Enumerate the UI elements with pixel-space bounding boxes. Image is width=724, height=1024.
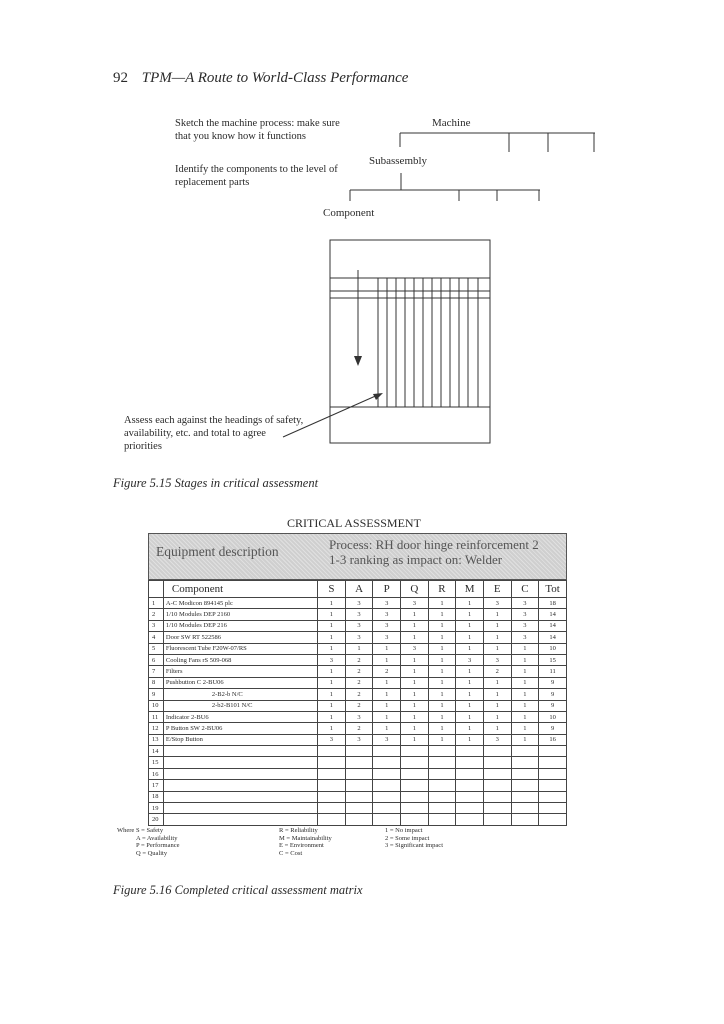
column-header: S — [318, 581, 346, 598]
score-cell — [373, 791, 401, 802]
legend-item: 2 = Some impact — [385, 834, 430, 842]
table-row — [149, 814, 567, 825]
score-cell: 3 — [345, 598, 373, 609]
score-cell: 1 — [456, 609, 484, 620]
score-cell: 1 — [318, 620, 346, 631]
score-cell: 1 — [456, 734, 484, 745]
score-cell: 11 — [539, 666, 567, 677]
row-number: 17 — [149, 780, 164, 791]
legend-item: Where S = Safety — [117, 827, 164, 834]
score-cell: 1 — [373, 654, 401, 665]
legend-item: E = Environment — [279, 842, 324, 849]
table-row — [149, 711, 567, 722]
score-cell: 1 — [401, 666, 429, 677]
score-cell: 1 — [428, 643, 456, 654]
score-cell: 1 — [318, 689, 346, 700]
score-cell — [511, 768, 539, 779]
score-cell: 3 — [401, 643, 429, 654]
score-cell — [318, 746, 346, 757]
score-cell — [483, 780, 511, 791]
score-cell: 1 — [428, 666, 456, 677]
legend-column-2 — [279, 827, 332, 857]
score-cell — [511, 791, 539, 802]
column-header: Component — [163, 581, 317, 598]
score-cell: 1 — [373, 677, 401, 688]
score-cell: 3 — [456, 654, 484, 665]
score-cell: 1 — [428, 700, 456, 711]
page-number: 92 — [113, 70, 128, 86]
score-cell: 1 — [456, 666, 484, 677]
legend-item: R = Reliability — [279, 827, 318, 834]
score-cell: 1 — [401, 689, 429, 700]
score-cell: 1 — [483, 723, 511, 734]
score-cell: 3 — [345, 620, 373, 631]
score-cell — [428, 780, 456, 791]
score-cell: 1 — [428, 677, 456, 688]
score-cell: 3 — [483, 598, 511, 609]
score-cell — [456, 780, 484, 791]
figure-5-16-caption: Figure 5.16 Completed critical assessment matrix — [113, 883, 363, 897]
score-cell — [483, 757, 511, 768]
score-cell: 3 — [345, 609, 373, 620]
score-cell: 1 — [401, 677, 429, 688]
equipment-description-label: Equipment description — [156, 544, 279, 559]
score-cell — [428, 814, 456, 825]
component-name — [163, 814, 317, 825]
score-cell: 1 — [511, 700, 539, 711]
score-cell: 9 — [539, 723, 567, 734]
component-name: E/Stop Button — [163, 734, 317, 745]
score-cell — [401, 780, 429, 791]
score-cell: 1 — [456, 598, 484, 609]
score-cell — [539, 780, 567, 791]
score-cell: 1 — [428, 723, 456, 734]
score-cell: 3 — [373, 632, 401, 643]
table-row — [149, 609, 567, 620]
score-cell: 1 — [483, 620, 511, 631]
process-line: Process: RH door hinge reinforcement 2 — [329, 537, 539, 552]
score-cell: 1 — [483, 609, 511, 620]
score-cell: 1 — [456, 689, 484, 700]
score-cell: 1 — [483, 643, 511, 654]
component-name: Pushbutton C 2-BU06 — [163, 677, 317, 688]
score-cell — [428, 768, 456, 779]
column-header: E — [483, 581, 511, 598]
score-cell — [373, 746, 401, 757]
component-name — [163, 768, 317, 779]
score-cell: 3 — [373, 609, 401, 620]
table-row — [149, 666, 567, 677]
score-cell — [456, 746, 484, 757]
score-cell: 1 — [511, 666, 539, 677]
score-cell — [456, 791, 484, 802]
legend-item: A = Availability — [136, 834, 178, 842]
score-cell: 1 — [318, 723, 346, 734]
score-cell: 9 — [539, 700, 567, 711]
score-cell: 14 — [539, 620, 567, 631]
score-cell — [373, 803, 401, 814]
score-cell: 1 — [483, 711, 511, 722]
identify-instruction: Identify the components to the level of replacement parts — [175, 164, 338, 188]
score-cell: 1 — [428, 654, 456, 665]
score-cell — [373, 814, 401, 825]
score-cell: 3 — [511, 632, 539, 643]
score-cell — [401, 768, 429, 779]
score-cell: 1 — [373, 643, 401, 654]
score-cell — [428, 757, 456, 768]
component-name: Indicator 2-BU6 — [163, 711, 317, 722]
table-row — [149, 632, 567, 643]
ranking-line: 1-3 ranking as impact on: Welder — [329, 552, 503, 567]
score-cell: 16 — [539, 734, 567, 745]
legend-item: C = Cost — [279, 849, 303, 857]
score-cell: 1 — [456, 620, 484, 631]
score-cell: 3 — [511, 598, 539, 609]
table-row — [149, 803, 567, 814]
score-cell — [456, 803, 484, 814]
score-cell — [401, 746, 429, 757]
score-cell: 1 — [511, 643, 539, 654]
score-cell — [373, 768, 401, 779]
score-cell: 2 — [345, 723, 373, 734]
subassembly-label: Subassembly — [369, 155, 428, 167]
score-cell — [401, 791, 429, 802]
row-number: 4 — [149, 632, 164, 643]
score-cell — [539, 768, 567, 779]
figure-5-15-caption: Figure 5.15 Stages in critical assessment — [113, 476, 319, 490]
score-cell — [428, 746, 456, 757]
score-cell — [539, 803, 567, 814]
score-cell — [483, 814, 511, 825]
component-name — [163, 803, 317, 814]
component-name: 1/10 Modules DEP 2160 — [163, 609, 317, 620]
matrix-banner — [148, 533, 567, 580]
score-cell: 1 — [511, 689, 539, 700]
table-row — [149, 780, 567, 791]
score-cell: 3 — [511, 620, 539, 631]
score-cell: 1 — [401, 620, 429, 631]
row-number: 19 — [149, 803, 164, 814]
score-cell: 1 — [456, 711, 484, 722]
component-name: Door SW RT 522586 — [163, 632, 317, 643]
assess-instruction: Assess each against the headings of safety, availability, etc. and total to agree priorities — [124, 415, 304, 452]
score-cell — [345, 814, 373, 825]
row-number: 1 — [149, 598, 164, 609]
row-number: 20 — [149, 814, 164, 825]
component-name — [163, 757, 317, 768]
score-cell: 2 — [345, 700, 373, 711]
component-name — [163, 746, 317, 757]
score-cell: 2 — [345, 689, 373, 700]
component-name: A-C Modicon 894145 plc — [163, 598, 317, 609]
score-cell: 3 — [483, 734, 511, 745]
score-cell — [483, 791, 511, 802]
score-cell: 3 — [373, 734, 401, 745]
score-cell: 1 — [511, 677, 539, 688]
score-cell — [428, 791, 456, 802]
table-row — [149, 757, 567, 768]
score-cell: 9 — [539, 677, 567, 688]
component-name: P Button SW 2-BU06 — [163, 723, 317, 734]
score-cell — [345, 780, 373, 791]
score-cell — [511, 780, 539, 791]
score-cell — [539, 746, 567, 757]
score-cell — [345, 791, 373, 802]
score-cell: 2 — [345, 654, 373, 665]
score-cell — [456, 814, 484, 825]
score-cell — [318, 768, 346, 779]
score-cell: 9 — [539, 689, 567, 700]
row-number: 8 — [149, 677, 164, 688]
assessment-table — [148, 580, 567, 826]
score-cell: 1 — [483, 632, 511, 643]
score-cell: 3 — [318, 734, 346, 745]
score-cell: 1 — [373, 711, 401, 722]
score-cell: 1 — [456, 723, 484, 734]
score-cell: 1 — [373, 700, 401, 711]
score-cell: 3 — [345, 632, 373, 643]
row-number: 13 — [149, 734, 164, 745]
score-cell — [345, 803, 373, 814]
column-header: R — [428, 581, 456, 598]
matrix-title: CRITICAL ASSESSMENT — [287, 516, 421, 530]
assessment-grid-box — [330, 240, 490, 443]
legend-column-3 — [385, 827, 443, 850]
score-cell: 1 — [345, 643, 373, 654]
column-header: C — [511, 581, 539, 598]
score-cell: 14 — [539, 632, 567, 643]
book-title: TPM—A Route to World-Class Performance — [141, 70, 409, 86]
score-cell: 1 — [373, 723, 401, 734]
score-cell: 1 — [428, 734, 456, 745]
score-cell — [483, 746, 511, 757]
table-row — [149, 620, 567, 631]
score-cell: 1 — [511, 723, 539, 734]
row-number: 12 — [149, 723, 164, 734]
row-number: 16 — [149, 768, 164, 779]
component-name — [163, 780, 317, 791]
score-cell: 2 — [345, 677, 373, 688]
score-cell: 1 — [456, 643, 484, 654]
score-cell — [318, 780, 346, 791]
score-cell — [428, 803, 456, 814]
score-cell — [318, 814, 346, 825]
table-row — [149, 654, 567, 665]
score-cell: 1 — [318, 711, 346, 722]
score-cell: 1 — [428, 632, 456, 643]
row-number: 2 — [149, 609, 164, 620]
score-cell: 3 — [345, 711, 373, 722]
row-number-header — [149, 581, 164, 598]
score-cell: 1 — [401, 654, 429, 665]
table-row — [149, 689, 567, 700]
legend-item: 1 = No impact — [385, 827, 423, 834]
score-cell — [401, 814, 429, 825]
score-cell — [511, 814, 539, 825]
score-cell: 3 — [483, 654, 511, 665]
score-cell: 1 — [318, 666, 346, 677]
score-cell: 1 — [483, 700, 511, 711]
score-cell: 1 — [401, 700, 429, 711]
score-cell — [539, 757, 567, 768]
row-number: 6 — [149, 654, 164, 665]
score-cell — [456, 768, 484, 779]
score-cell: 1 — [483, 677, 511, 688]
legend-column-1 — [117, 827, 180, 857]
legend-item: Q = Quality — [136, 849, 168, 857]
score-cell: 3 — [511, 609, 539, 620]
score-cell — [539, 814, 567, 825]
table-row — [149, 723, 567, 734]
component-name: Filters — [163, 666, 317, 677]
table-row — [149, 700, 567, 711]
score-cell: 1 — [401, 711, 429, 722]
score-cell: 1 — [511, 654, 539, 665]
score-cell: 1 — [428, 620, 456, 631]
legend-item: M = Maintainability — [279, 834, 332, 842]
row-number: 3 — [149, 620, 164, 631]
score-cell: 1 — [428, 689, 456, 700]
score-cell: 2 — [483, 666, 511, 677]
component-name: 2-B2-b N/C — [163, 689, 317, 700]
column-header: Q — [401, 581, 429, 598]
score-cell — [318, 757, 346, 768]
score-cell: 1 — [318, 609, 346, 620]
score-cell: 1 — [401, 734, 429, 745]
score-cell: 14 — [539, 609, 567, 620]
score-cell: 1 — [318, 632, 346, 643]
score-cell: 1 — [456, 700, 484, 711]
score-cell: 1 — [318, 677, 346, 688]
component-name: 1/10 Modules DEP 216 — [163, 620, 317, 631]
score-cell — [373, 780, 401, 791]
score-cell: 1 — [511, 711, 539, 722]
score-cell: 1 — [456, 677, 484, 688]
table-row — [149, 643, 567, 654]
score-cell: 1 — [483, 689, 511, 700]
table-row — [149, 768, 567, 779]
row-number: 11 — [149, 711, 164, 722]
legend-item: 3 = Significant impact — [385, 842, 444, 849]
score-cell: 1 — [511, 734, 539, 745]
score-cell: 1 — [456, 632, 484, 643]
score-cell: 1 — [401, 632, 429, 643]
machine-label: Machine — [432, 117, 471, 129]
score-cell: 1 — [318, 643, 346, 654]
column-header: Tot — [539, 581, 567, 598]
score-cell: 1 — [401, 609, 429, 620]
score-cell: 2 — [373, 666, 401, 677]
row-number: 9 — [149, 689, 164, 700]
score-cell: 10 — [539, 643, 567, 654]
score-cell: 3 — [373, 598, 401, 609]
score-cell — [373, 757, 401, 768]
score-cell — [401, 757, 429, 768]
score-cell: 1 — [428, 598, 456, 609]
table-row — [149, 746, 567, 757]
row-number: 14 — [149, 746, 164, 757]
score-cell: 1 — [318, 598, 346, 609]
table-header-row — [149, 581, 567, 598]
row-number: 10 — [149, 700, 164, 711]
score-cell: 1 — [318, 700, 346, 711]
table-row — [149, 734, 567, 745]
score-cell — [345, 768, 373, 779]
component-name: Cooling Fans rS 509-068 — [163, 654, 317, 665]
score-cell: 2 — [345, 666, 373, 677]
score-cell: 3 — [401, 598, 429, 609]
component-name: 2-b2-B101 N/C — [163, 700, 317, 711]
score-cell — [511, 803, 539, 814]
score-cell — [539, 791, 567, 802]
score-cell: 10 — [539, 711, 567, 722]
score-cell — [345, 757, 373, 768]
score-cell: 3 — [345, 734, 373, 745]
row-number: 7 — [149, 666, 164, 677]
column-header: A — [345, 581, 373, 598]
row-number: 15 — [149, 757, 164, 768]
score-cell: 1 — [428, 711, 456, 722]
score-cell — [318, 803, 346, 814]
score-cell: 1 — [373, 689, 401, 700]
legend-item: P = Performance — [136, 842, 180, 849]
component-name — [163, 791, 317, 802]
score-cell — [511, 757, 539, 768]
score-cell — [401, 803, 429, 814]
table-row — [149, 598, 567, 609]
component-label: Component — [323, 207, 375, 219]
score-cell — [511, 746, 539, 757]
critical-assessment-matrix — [148, 533, 567, 826]
column-header: P — [373, 581, 401, 598]
sketch-instruction: Sketch the machine process: make sure that you know how it functions — [175, 118, 340, 142]
table-row — [149, 677, 567, 688]
running-head — [113, 70, 408, 87]
process-description — [329, 537, 539, 567]
table-row — [149, 791, 567, 802]
score-cell — [456, 757, 484, 768]
score-cell: 1 — [428, 609, 456, 620]
score-cell: 15 — [539, 654, 567, 665]
score-cell — [483, 768, 511, 779]
score-cell: 1 — [401, 723, 429, 734]
score-cell — [483, 803, 511, 814]
row-number: 5 — [149, 643, 164, 654]
component-name: Fluorescent Tube F20W-07/RS — [163, 643, 317, 654]
score-cell: 3 — [373, 620, 401, 631]
score-cell — [318, 791, 346, 802]
column-header: M — [456, 581, 484, 598]
score-cell: 3 — [318, 654, 346, 665]
row-number: 18 — [149, 791, 164, 802]
score-cell — [345, 746, 373, 757]
score-cell: 18 — [539, 598, 567, 609]
